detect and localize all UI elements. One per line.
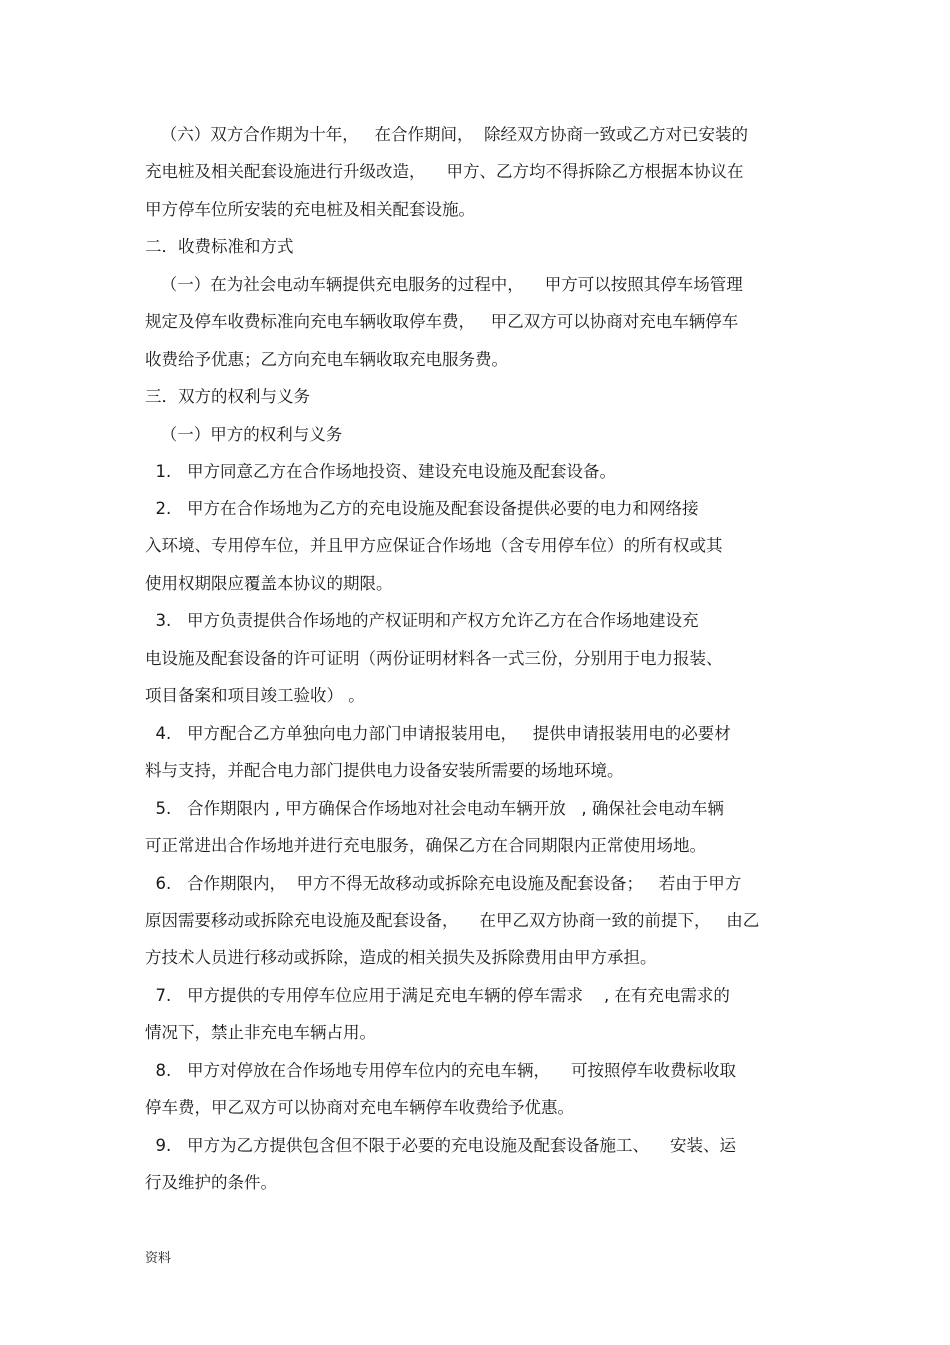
paragraph-line: 方技术人员进行移动或拆除，造成的相关损失及拆除费用由甲方承担。 [145,948,657,967]
paragraph-line: 原因需要移动或拆除充电设施及配套设备， 在甲乙双方协商一致的前提下， 由乙 [145,911,760,930]
paragraph-line: 规定及停车收费标准向充电车辆收取停车费， 甲乙双方可以协商对充电车辆停车 [145,312,739,331]
paragraph-line: 停车费，甲乙双方可以协商对充电车辆停车收费给予优惠。 [145,1098,574,1117]
list-item: 3. 甲方负责提供合作场地的产权证明和产权方允许乙方在合作场地建设充 [145,611,699,630]
list-item: 1. 甲方同意乙方在合作场地投资、建设充电设施及配套设备。 [145,462,616,481]
list-item: 7. 甲方提供的专用停车位应用于满足充电车辆的停车需求 , 在有充电需求的 [145,986,730,1005]
paragraph-line: 料与支持，并配合电力部门提供电力设备安装所需要的场地环境。 [145,761,624,780]
section-heading: 二．收费标准和方式 [145,237,294,256]
list-item: 9. 甲方为乙方提供包含但不限于必要的充电设施及配套设备施工、 安装、运 [145,1136,736,1155]
paragraph-line: 入环境、专用停车位，并且甲方应保证合作场地（含专用停车位）的所有权或其 [145,536,723,555]
paragraph-line: 电设施及配套设备的许可证明（两份证明材料各一式三份，分别用于电力报装、 [145,649,723,668]
paragraph-line: 行及维护的条件。 [145,1173,277,1192]
section-heading: 三．双方的权利与义务 [145,387,310,406]
paragraph-line: 项目备案和项目竣工验收） 。 [145,686,365,705]
list-item: 4. 甲方配合乙方单独向电力部门申请报装用电， 提供申请报装用电的必要材 [145,724,731,743]
paragraph-line: 充电桩及相关配套设施进行升级改造， 甲方、乙方均不得拆除乙方根据本协议在 [145,162,744,181]
paragraph-line: 情况下，禁止非充电车辆占用。 [145,1023,376,1042]
paragraph-line: 甲方停车位所安装的充电桩及相关配套设施。 [145,200,475,219]
list-item: 8. 甲方对停放在合作场地专用停车位内的充电车辆， 可按照停车收费标收取 [145,1061,736,1080]
paragraph-line: 收费给予优惠；乙方向充电车辆收取充电服务费。 [145,350,508,369]
paragraph-line: 可正常进出合作场地并进行充电服务，确保乙方在合同期限内正常使用场地。 [145,836,706,855]
list-item: 5. 合作期限内 , 甲方确保合作场地对社会电动车辆开放 , 确保社会电动车辆 [145,799,724,818]
paragraph-line: （六）双方合作期为十年， 在合作期间， 除经双方协商一致或乙方对已安装的 [145,125,748,144]
list-item: 2. 甲方在合作场地为乙方的充电设施及配套设备提供必要的电力和网络接 [145,499,699,518]
list-item: 6. 合作期限内， 甲方不得无故移动或拆除充电设施及配套设备； 若由于甲方 [145,874,742,893]
paragraph-line: 使用权期限应覆盖本协议的期限。 [145,574,393,593]
paragraph-line: （一）在为社会电动车辆提供充电服务的过程中， 甲方可以按照其停车场管理 [145,275,743,294]
page-footer: 资料 [145,1251,172,1266]
subsection-heading: （一）甲方的权利与义务 [145,425,343,444]
